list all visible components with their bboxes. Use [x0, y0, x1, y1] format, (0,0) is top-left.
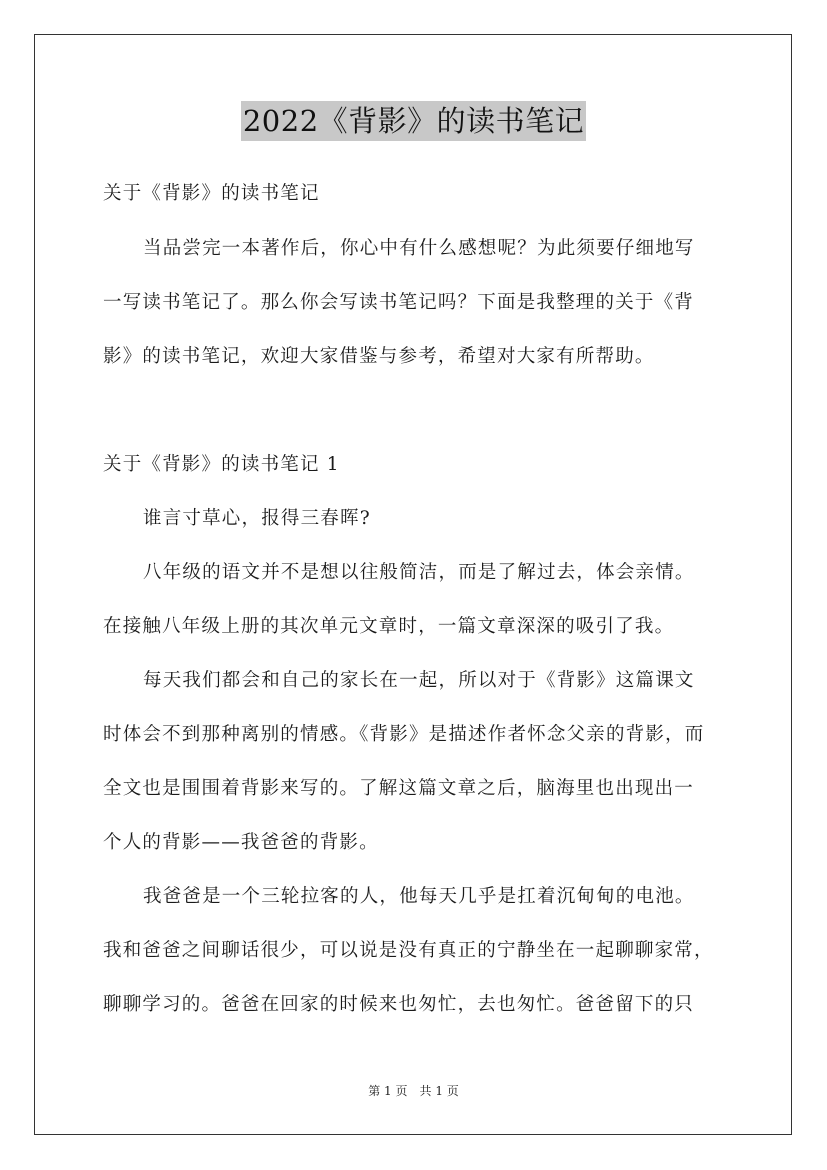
body-line-10: 聊聊学习的。爸爸在回家的时候来也匆忙，去也匆忙。爸爸留下的只	[103, 994, 695, 1015]
document-subtitle: 关于《背影》的读书笔记	[103, 183, 320, 204]
intro-line-3: 影》的读书笔记，欢迎大家借鉴与参考，希望对大家有所帮助。	[103, 346, 655, 367]
body-line-7: 个人的背影——我爸爸的背影。	[103, 832, 379, 853]
body-line-6: 全文也是围围着背影来写的。了解这篇文章之后，脑海里也出现出一	[103, 778, 695, 799]
body-line-2: 八年级的语文并不是想以往般简洁，而是了解过去，体会亲情。	[143, 562, 695, 583]
body-line-5: 时体会不到那种离别的情感。《背影》是描述作者怀念父亲的背影，而	[103, 724, 705, 745]
body-line-8: 我爸爸是一个三轮拉客的人，他每天几乎是扛着沉甸甸的电池。	[143, 886, 695, 907]
body-line-4: 每天我们都会和自己的家长在一起，所以对于《背影》这篇课文	[143, 670, 695, 691]
intro-line-2: 一写读书笔记了。那么你会写读书笔记吗？下面是我整理的关于《背	[103, 292, 695, 313]
intro-line-1: 当品尝完一本著作后，你心中有什么感想呢？为此须要仔细地写	[143, 238, 695, 259]
page-footer: 第 1 页 共 1 页	[368, 1084, 459, 1098]
section-heading: 关于《背影》的读书笔记 1	[103, 454, 340, 475]
document-title: 2022《背影》的读书笔记	[241, 101, 586, 141]
body-line-1: 谁言寸草心，报得三春晖?	[143, 508, 371, 529]
body-line-9: 我和爸爸之间聊话很少，可以说是没有真正的宁静坐在一起聊聊家常，	[103, 940, 714, 961]
title-container	[0, 101, 827, 141]
body-line-3: 在接触八年级上册的其次单元文章时，一篇文章深深的吸引了我。	[103, 616, 675, 637]
